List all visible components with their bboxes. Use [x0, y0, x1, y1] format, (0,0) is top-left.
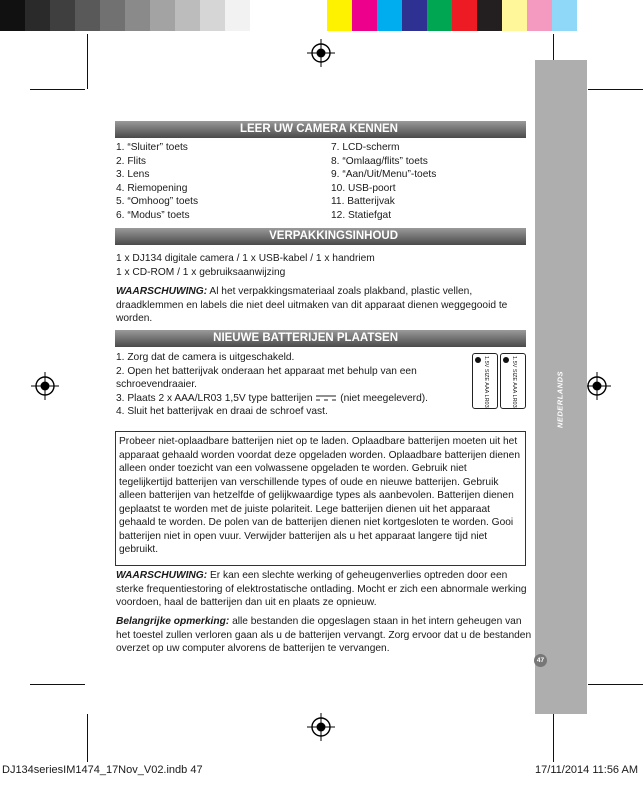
color-swatch [75, 0, 100, 31]
color-swatch [0, 0, 25, 31]
battery-steps [116, 351, 428, 419]
color-swatch [527, 0, 552, 31]
battery-illustration [470, 351, 527, 409]
section-header-camera [115, 121, 526, 138]
list-item: 11. Batterijvak [331, 196, 395, 207]
battery-size-label: 1.5V SIZE AAA [511, 356, 517, 393]
dc-symbol-icon [315, 394, 337, 402]
section-title: NIEUWE BATTERIJEN PLAATSEN [213, 332, 398, 344]
color-swatch [377, 0, 402, 31]
color-swatch [477, 0, 502, 31]
battery-notice-box [115, 431, 526, 566]
note-text: alle bestanden die opgeslagen staan in het intern geheugen van het toestel zullen verloren gaan als u de batterijen vervangt. Zorg ervoor dat u de bestanden overzet op uw computer alvorens de batterijen te vervangen. [116, 616, 532, 654]
battery-type-label: LR03 [511, 394, 517, 408]
color-swatch [225, 0, 250, 31]
crop-mark [553, 714, 554, 762]
list-item: 1 x CD-ROM / 1 x gebruiksaanwijzing [116, 266, 286, 278]
battery-size-label: 1.5V SIZE AAA [483, 356, 489, 393]
gray-color-bar [0, 0, 250, 31]
color-swatch [200, 0, 225, 31]
package-contents [116, 252, 375, 279]
crop-mark [87, 714, 88, 762]
crop-mark [588, 684, 643, 685]
color-swatch [427, 0, 452, 31]
crop-mark [30, 89, 85, 90]
battery-icon [472, 353, 498, 409]
polarity-icon [475, 357, 481, 363]
step: 2. Open het batterijvak onderaan het apparaat met behulp van een [116, 365, 417, 377]
color-swatch [175, 0, 200, 31]
list-item: 2. Flits [116, 155, 147, 167]
color-swatch [452, 0, 477, 31]
slug-filename: DJ134seriesIM1474_17Nov_V02.indb 47 [2, 764, 203, 776]
section-title: LEER UW CAMERA KENNEN [239, 123, 398, 135]
slug-date: 17/11/2014 11:56 AM [535, 764, 638, 776]
color-swatch [502, 0, 527, 31]
list-item: 6. “Modus” toets [116, 209, 190, 221]
registration-mark-icon [307, 39, 335, 67]
list-item: 5. “Omhoog” toets [116, 196, 199, 207]
polarity-icon [503, 357, 509, 363]
list-item: 8. “Omlaag/flits” toets [331, 155, 428, 167]
registration-mark-icon [583, 372, 611, 400]
section-title: VERPAKKINGSINHOUD [269, 230, 398, 242]
color-swatch [552, 0, 577, 31]
color-swatch [100, 0, 125, 31]
step: 3. Plaats 2 x AAA/LR03 1,5V type batterijen (niet meegeleverd). [116, 392, 428, 404]
battery-notice-text: Probeer niet-oplaadbare batterijen niet op te laden. Oplaadbare batterijen moeten uit het apparaat gehaald worden voordat deze opgeladen worden. Oplaadbare batterijen dienen alleen onder toezicht van een volwassene opgeladen te worden. Gebruik niet tegelijkertijd batterijen van verschillende types of oude en nieuwe batterijen. Gebruik alleen batterijen van hetzelfde of gelijkwaardige types als aanbevolen. Batterijen dienen geplaatst te worden met de juiste polariteit. Lege batterijen dienen uit het apparaat gehaald te worden. De polen van de batterijen dienen niet kortgesloten te worden. Gooi batterijen niet in open vuur. Verwijder batterijen als u het apparaat langere tijd niet gebruikt. [119, 436, 521, 555]
color-swatch [50, 0, 75, 31]
color-swatch [352, 0, 377, 31]
section-header-battery [115, 330, 526, 347]
battery-type-label: LR03 [483, 394, 489, 408]
crop-mark [87, 34, 88, 89]
page-number: 47 [534, 654, 547, 667]
warning-text: Er kan een slechte werking of geheugenverlies optreden door een sterke frequentiestoring of elektrostatische ontlading. Mocht er zich een abnormale werking voordoen, haal de batterijen dan uit en plaats ze opnieuw. [116, 570, 527, 608]
crop-mark [588, 89, 643, 90]
list-item: 9. “Aan/Uit/Menu”-toets [331, 169, 437, 180]
list-item: 1. “Sluiter” toets [116, 142, 188, 153]
note-label: Belangrijke opmerking: [116, 616, 230, 627]
step: 4. Sluit het batterijvak en draai de schroef vast. [116, 406, 328, 417]
package-warning [116, 285, 528, 326]
language-label: NEDERLANDS [555, 370, 565, 429]
color-swatch [327, 0, 352, 31]
battery-warning [116, 569, 528, 610]
color-swatch [402, 0, 427, 31]
registration-mark-icon [307, 713, 335, 741]
section-header-package [115, 228, 526, 245]
registration-mark-icon [31, 372, 59, 400]
crop-mark [30, 684, 85, 685]
important-note [116, 615, 532, 656]
process-color-bar [327, 0, 577, 31]
color-swatch [125, 0, 150, 31]
warning-label: WAARSCHUWING: [116, 570, 208, 581]
list-item: 4. Riemopening [116, 182, 188, 194]
color-swatch [150, 0, 175, 31]
list-item: 7. LCD-scherm [331, 142, 400, 153]
list-item: 12. Statiefgat [331, 209, 392, 221]
warning-label: WAARSCHUWING: [116, 286, 208, 297]
list-item: 10. USB-poort [331, 182, 396, 194]
step: schroevendraaier. [116, 379, 197, 390]
list-item: 1 x DJ134 digitale camera / 1 x USB-kabel / 1 x handriem [116, 253, 375, 264]
battery-icon [500, 353, 526, 409]
camera-parts-right [331, 141, 436, 222]
color-swatch [25, 0, 50, 31]
camera-parts-left [116, 141, 198, 222]
step: 1. Zorg dat de camera is uitgeschakeld. [116, 352, 295, 363]
list-item: 3. Lens [116, 169, 150, 180]
warning-text: Al het verpakkingsmateriaal zoals plakband, plastic vellen, draadklemmen en labels die niet deel uitmaken van dit apparaat dienen weggegooid te worden. [116, 286, 508, 324]
